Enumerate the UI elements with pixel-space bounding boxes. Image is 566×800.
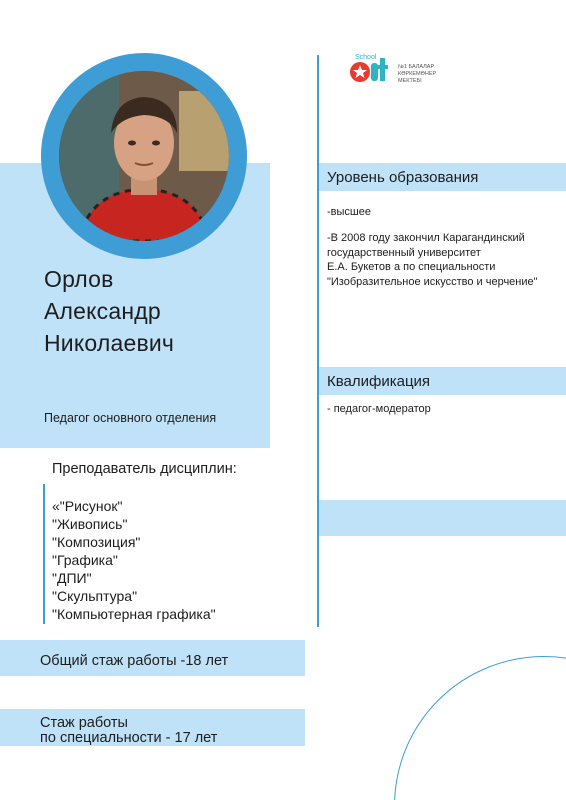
school-logo xyxy=(346,50,456,90)
qualification-title: Квалификация xyxy=(327,373,431,390)
name-first: Александр xyxy=(44,298,161,324)
education-details-line: "Изобразительное искусство и черчение" xyxy=(327,275,538,288)
discipline-item: "Компьютерная графика" xyxy=(52,606,216,622)
specialty-experience-line2: по специальности - 17 лет xyxy=(40,730,218,746)
decorative-arc xyxy=(394,656,566,800)
discipline-item: "Композиция" xyxy=(52,534,141,550)
education-details xyxy=(327,231,538,289)
school-logo-mark xyxy=(346,50,456,90)
position-text: Педагог основного отделения xyxy=(44,411,217,425)
column-divider xyxy=(317,55,319,627)
disciplines-list xyxy=(52,497,216,623)
empty-section-band xyxy=(319,500,566,536)
disciplines-accent-bar xyxy=(43,484,45,624)
avatar xyxy=(59,71,229,241)
name-patronymic: Николаевич xyxy=(44,330,175,356)
portrait-image xyxy=(59,71,229,241)
disciplines-title: Преподаватель дисциплин: xyxy=(52,461,237,477)
logo-small-text: School xyxy=(355,54,377,61)
discipline-item: "Живопись" xyxy=(52,516,128,532)
education-title: Уровень образования xyxy=(327,169,479,186)
qualification-value: - педагог-модератор xyxy=(327,403,431,415)
specialty-experience-line1: Стаж работы xyxy=(40,715,128,731)
name-last: Орлов xyxy=(44,266,114,292)
discipline-item: "Скульптура" xyxy=(52,588,138,604)
education-details-line: -В 2008 году закончил Карагандинский xyxy=(327,232,525,244)
logo-caption-3: МЕКТЕБІ xyxy=(398,78,422,84)
education-details-line: Е.А. Букетов а по специальности xyxy=(327,261,496,273)
discipline-item: «"Рисунок" xyxy=(52,498,123,514)
education-details-line: государственный университет xyxy=(327,246,481,259)
total-experience-text: Общий стаж работы -18 лет xyxy=(40,653,229,669)
logo-caption-2: КӨРКЕМӨНЕР xyxy=(398,71,437,77)
discipline-item: "ДПИ" xyxy=(52,570,92,586)
logo-caption-1: №1 БАЛАЛАР xyxy=(398,64,435,70)
discipline-item: "Графика" xyxy=(52,552,118,568)
education-level: -высшее xyxy=(327,206,371,218)
